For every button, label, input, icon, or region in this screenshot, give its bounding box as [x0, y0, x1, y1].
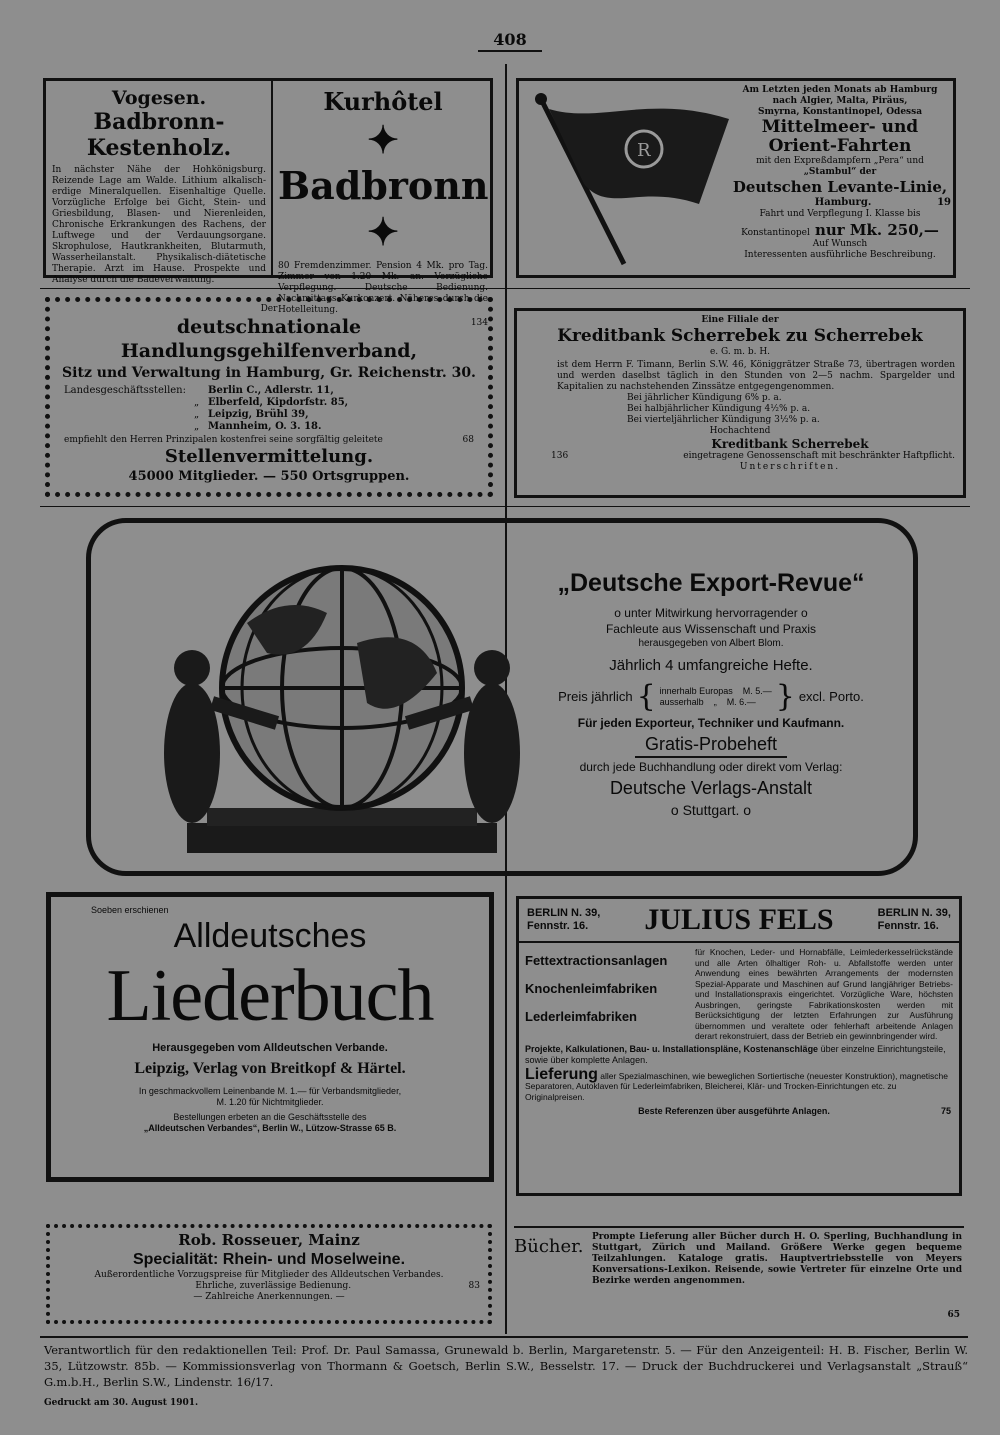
ad-kreditbank-title: Kreditbank Scherrebek zu Scherrebek	[557, 326, 923, 346]
ad-export-l4: Jährlich 4 umfangreiche Hefte.	[609, 657, 813, 674]
ad-buecher-number: 65	[947, 1310, 960, 1320]
ad-vogesen-region: Vogesen.	[111, 87, 207, 109]
ad-kurhotel-name: Badbronn	[278, 163, 489, 208]
ad-liederbuch-price2: M. 1.20 für Nichtmitglieder.	[216, 1097, 324, 1107]
ad-fels-lief-t: aller Spezialmaschinen, wie beweglichen Sortiertische (neuester Konstruktion), magnetische Separatoren, Autoklaven für Lederleimfabriken, Bleicherei, Klär- und Trocken-Einrichtungen etc. zu Originalpreisen.	[525, 1070, 948, 1102]
ad-export-audience: Für jeden Exporteur, Techniker und Kaufmann.	[577, 716, 845, 730]
ad-dhv-branch-mark: „	[194, 397, 200, 408]
ornament-icon: ✦	[367, 209, 399, 254]
ad-fels-addr-left	[527, 907, 600, 933]
ad-levante-line1: Am Letzten jeden Monats ab Hamburg	[742, 85, 938, 95]
ad-dhv-branch-text: Mannheim, O. 3. 18.	[208, 421, 322, 432]
ad-fels-name: JULIUS FELS	[644, 903, 834, 936]
ad-fels-addr-r2: Fennstr. 16.	[877, 920, 939, 932]
ad-wein-l2-row	[50, 1281, 488, 1292]
globe-atlas-icon	[157, 553, 527, 863]
ad-fels-refs-row	[519, 1104, 959, 1119]
ad-fels-proj-h: Projekte, Kalkulationen, Bau- u. Installationspläne, Kostenanschläge	[525, 1043, 819, 1054]
ad-levante-text	[729, 85, 951, 261]
ad-export-sample: Gratis-Probeheft	[635, 732, 787, 758]
ad-fels-header	[519, 899, 959, 943]
ad-kreditbank-sign: Kreditbank Scherrebek	[711, 437, 869, 451]
ad-fels-h2: Knochenleimfabriken	[525, 981, 658, 996]
ad-fels-addr-l2: Fennstr. 16.	[527, 920, 589, 932]
ad-liederbuch-editor: Herausgegeben vom Alldeutschen Verbande.	[152, 1042, 388, 1054]
ad-dhv-branches	[64, 385, 488, 433]
ad-dhv-branch-text: Elberfeld, Kipdorfstr. 85,	[208, 397, 349, 408]
ad-fels-addr-r1: BERLIN N. 39,	[877, 907, 951, 919]
ad-fels-h3: Lederleimfabriken	[525, 1009, 637, 1024]
ad-dhv-recommend-row	[64, 435, 474, 446]
ad-fels-addr-right	[878, 907, 951, 933]
footer-imprint: Verantwortlich für den redaktionellen Teil: Prof. Dr. Paul Samassa, Grunewald b. Berlin, Margaretenstr. 5. — Für den Anzeigenteil: H. B. Fischer, Berlin W. 35, Lützowstr. 85b. — Kommissionsverlag von Thormann & Goetsch, Berlin S.W., Besselstr. 17. — Druck der Buchdruckerei und Verlagsanstalt „Strauß“ G.m.b.H., Berlin S.W., Lindenstr. 16/17.	[44, 1343, 968, 1389]
ad-fels-body: für Knochen, Leder- und Hornabfälle, Leimlederkesselrückstände und alle Arten ölhaltiger Roh- u. Abfallstoffe werden unter Anwendung eines bewährten Arrangements der modernsten Spezial-Apparate und Maschinen auf Grund langjähriger Betriebs- und Installationspraxis eingerichtet. Vorzügliche Ware, höchsten Ausbringen, geringste Fabrikationskosten werden mit Berücksichtigung der letzten Erfahrungen zur Ausführung übernommen und veraltete oder fehlerhaft arbeitende Anlagen derart rekonstruiert, dass der Betrieb ein gewinnbringender wird.	[695, 947, 953, 1041]
footer-printed: Gedruckt am 30. August 1901.	[44, 1398, 199, 1408]
ad-levante-line5: „Stambul“ der	[803, 167, 877, 177]
ad-export-l3: herausgegeben von Albert Blom.	[638, 638, 784, 649]
ad-dhv-branch-mark	[194, 385, 208, 397]
ad-levante-line2: nach Algier, Malta, Piräus,	[772, 96, 908, 106]
ad-buecher-text: Prompte Lieferung aller Bücher durch H. O. Sperling, Buchhandlung in Stuttgart, Zürich und Mailand. Größere Werke gegen bequeme Teilzahlungen. Kataloge gratis. Hauptvertriebsstelle von Meyers Konversations-Lexikon. Reisende, sowie Vertreter für einzelne Orte und Bezirke werden angenommen.	[592, 1232, 962, 1286]
ad-levante-line8: Auf Wunsch	[812, 239, 868, 249]
ad-levante-line6: Fahrt und Verpflegung I. Klasse bis	[759, 209, 921, 219]
ad-wein-name: Rob. Rosseuer, Mainz	[178, 1231, 360, 1249]
ad-liederbuch-order2: „Alldeutschen Verbandes“, Berlin W., Lützow-Strasse 65 B.	[143, 1123, 397, 1133]
ad-levante	[516, 78, 956, 278]
row-divider	[40, 506, 970, 507]
ad-levante-line9: Interessenten ausführliche Beschreibung.	[744, 250, 936, 260]
ad-fels-lief-h: Lieferung	[525, 1065, 598, 1083]
ad-export-price-table	[660, 686, 772, 708]
ad-export-price-in: innerhalb Europas	[659, 685, 733, 696]
ad-levante-city-row	[729, 197, 951, 209]
ad-dhv-seat: Sitz und Verwaltung in Hamburg, Gr. Reichenstr. 30.	[62, 365, 476, 381]
ad-dhv-members: 45000 Mitglieder. — 550 Ortsgruppen.	[128, 469, 410, 484]
ad-liederbuch-order1: Bestellungen erbeten an die Geschäftsstelle des	[173, 1112, 367, 1122]
ad-levante-company: Deutschen Levante-Linie,	[732, 178, 948, 196]
ornament-icon: ✦	[367, 117, 399, 162]
ad-levante-city: Hamburg.	[814, 197, 872, 208]
ad-dhv-title: deutschnationale Handlungsgehilfenverband,	[120, 316, 418, 362]
ad-dhv-branch	[194, 409, 348, 421]
ad-fels-addr-l1: BERLIN N. 39,	[527, 907, 601, 919]
ad-kurhotel	[278, 87, 488, 329]
ad-export-price-label: Preis jährlich	[558, 689, 633, 704]
ad-dhv-number: 68	[462, 435, 474, 445]
ad-kreditbank-top: Eine Filiale der	[701, 315, 779, 325]
ad-dhv-branch	[194, 421, 348, 433]
ad-export-price-out-mark: „	[713, 696, 717, 707]
ad-export-title: „Deutsche Export-Revue“	[557, 569, 865, 597]
ad-levante-title1: Mittelmeer- und	[761, 117, 919, 137]
ad-export-price-out-val: M. 6.—	[726, 696, 756, 707]
brace-icon: }	[775, 679, 795, 714]
ad-export-city: o Stuttgart. o	[670, 802, 752, 818]
ad-kreditbank-rate: Bei jährlicher Kündigung 6% p. a.	[627, 393, 782, 403]
ad-levante-price: nur Mk. 250,—	[814, 221, 939, 239]
ad-kreditbank-rate: Bei halbjährlicher Kündigung 4½% p. a.	[627, 404, 811, 414]
ad-fels-h1: Fettextractionsanlagen	[525, 953, 668, 968]
ad-liederbuch	[46, 892, 494, 1182]
ad-dhv-branch-text: Leipzig, Brühl 39,	[208, 409, 309, 420]
ad-wein-spec: Specialität: Rhein- und Moselweine.	[132, 1251, 406, 1268]
ad-levante-price-row	[729, 220, 951, 239]
ad-vogesen	[52, 87, 266, 286]
ad-export-price	[511, 679, 911, 714]
ad-export-via: durch jede Buchhandlung oder direkt vom Verlag:	[579, 760, 843, 774]
ad-levante-line4: mit den Expreßdampfern „Pera“ und	[756, 156, 924, 166]
page-number-rule	[478, 50, 542, 52]
ad-fels-refs: Beste Referenzen über ausgeführte Anlagen.	[638, 1106, 830, 1116]
ad-kurhotel-text: 80 Fremdenzimmer. Pension 4 Mk. pro Tag. Zimmer von 1.20 Mk. an. Vorzügliche Verpflegung. Deutsche Bedienung. Nachmittags Kurkonzert. Näheres durch die Hotelleitung.	[278, 261, 488, 315]
ad-dhv-recommend: empfiehlt den Herren Prinzipalen kostenfrei seine sorgfältig geleitete	[64, 435, 383, 445]
ad-dhv-branches-label: Landesgeschäftsstellen:	[64, 385, 186, 396]
ad-handlungsgehilfenverband	[45, 297, 493, 497]
ad-fels-main	[519, 943, 959, 1042]
ad-kurhotel-line2	[278, 117, 488, 255]
page-number: 408	[493, 30, 527, 49]
ad-kreditbank-rate: Bei vierteljährlicher Kündigung 3½% p. a.	[627, 415, 820, 425]
ad-kreditbank-greeting: Hochachtend	[709, 426, 771, 436]
ad-kurhotel-number: 134	[470, 318, 488, 328]
ad-fels-number: 75	[940, 1106, 951, 1116]
ad-liederbuch-t2: Liederbuch	[106, 955, 434, 1037]
ad-liederbuch-publisher: Leipzig, Verlag von Breitkopf & Härtel.	[134, 1060, 406, 1077]
ad-kreditbank-number: 136	[551, 451, 569, 461]
ad-fels-lief	[519, 1065, 959, 1105]
ad-buecher-label: Bücher.	[514, 1236, 584, 1257]
ad-wein-l2: Ehrliche, zuverlässige Bedienung.	[195, 1281, 352, 1291]
ad-levante-line7a: Konstantinopel	[741, 228, 810, 238]
ad-levante-number: 19	[937, 197, 951, 208]
ad-kurhotel-line1: Kurhôtel	[323, 87, 443, 116]
ad-kreditbank	[514, 308, 966, 498]
ad-levante-line3: Smyrna, Konstantinopel, Odessa	[757, 107, 923, 117]
ad-kreditbank-rates	[627, 393, 963, 426]
brace-icon: {	[636, 679, 656, 714]
ad-buecher-rule	[514, 1226, 964, 1228]
ad-wein-number: 83	[468, 1281, 480, 1291]
ad-wein-l1: Außerordentliche Vorzugspreise für Mitglieder des Alldeutschen Verbandes.	[94, 1270, 444, 1280]
ad-dhv-branch-mark: „	[194, 421, 200, 432]
ad-dhv-branch-mark: „	[194, 409, 200, 420]
ad-export-l1: o unter Mitwirkung hervorragender o	[614, 606, 808, 620]
ad-wein-l3: — Zahlreiche Anerkennungen. —	[193, 1292, 345, 1302]
ad-kreditbank-form: eingetragene Genossenschaft mit beschränkter Haftpflicht.	[683, 451, 955, 461]
ad-export-l2: Fachleute aus Wissenschaft und Praxis	[605, 622, 817, 636]
column-divider	[505, 884, 507, 1334]
row-divider	[40, 288, 970, 289]
flag-icon	[529, 89, 739, 269]
ad-export-publisher: Deutsche Verlags-Anstalt	[609, 778, 813, 798]
ad-liederbuch-price1: In geschmackvollem Leinenbande M. 1.— für Verbandsmitglieder,	[138, 1086, 402, 1096]
ad-vogesen-text: In nächster Nähe der Hohkönigsburg. Reizende Lage am Walde. Lithium alkalisch-erdige Mineralquellen. Eisenhaltige Quelle. Vorzügliche Erfolge bei Gicht, Stein- und Griesbildung, Blasen- und Nierenleiden, Chronische Erkrankungen des Rachens, der Luftwege und der Verdauungsorgane. Skrophulose, Hautkrankheiten, Blutarmuth, Wasserheilanstalt. Physikalisch-diätetische Therapie. Arzt im Hause. Prospekte und Analyse durch die Badeverwaltung.	[52, 165, 266, 285]
ad-badbronn	[43, 78, 493, 328]
ad-levante-title2: Orient-Fahrten	[768, 136, 912, 156]
ad-kreditbank-sub: e. G. m. b. H.	[709, 347, 771, 357]
ad-export-price-note: excl. Porto.	[798, 689, 864, 704]
ad-dhv-der: Der	[260, 304, 278, 314]
ad-export-revue	[86, 518, 918, 876]
ad-export-price-in-val: M. 5.—	[742, 685, 772, 696]
flag-letter: R	[637, 140, 651, 161]
ad-weinhandlung	[46, 1224, 492, 1324]
ad-fels-proj	[519, 1042, 959, 1068]
ad-kreditbank-form-row	[551, 451, 955, 462]
ad-liederbuch-t1: Alldeutsches	[173, 917, 367, 955]
ad-kreditbank-signatures: Unterschriften.	[739, 462, 841, 472]
ad-buecher	[514, 1232, 966, 1324]
ad-divider	[271, 81, 273, 275]
ad-dhv-service: Stellenvermittelung.	[164, 446, 374, 467]
ad-export-price-out: ausserhalb	[659, 696, 704, 707]
ad-vogesen-place: Badbronn-Kestenholz.	[86, 109, 232, 161]
ad-dhv-branch-list	[194, 385, 348, 433]
ad-fels-proj-t: über einzelne Einrichtungsteile, sowie über komplette Anlagen.	[525, 1043, 946, 1065]
ad-dhv-branch	[194, 385, 348, 397]
footer-rule	[40, 1336, 968, 1338]
ad-dhv-branch-text: Berlin C., Adlerstr. 11,	[208, 385, 334, 396]
ad-liederbuch-new: Soeben erschienen	[91, 905, 169, 915]
ad-kreditbank-text: ist dem Herrn F. Timann, Berlin S.W. 46, Königgrätzer Straße 73, übertragen worden und werden daselbst täglich in den Stunden von 2—5 nachm. Spargelder und Kapitalien zu nachstehenden Zinssätze entgegengenommen.	[557, 360, 955, 392]
ad-julius-fels	[516, 896, 962, 1196]
ad-export-text	[511, 567, 911, 820]
ad-fels-headings	[525, 947, 695, 1042]
ad-dhv-branch	[194, 397, 348, 409]
